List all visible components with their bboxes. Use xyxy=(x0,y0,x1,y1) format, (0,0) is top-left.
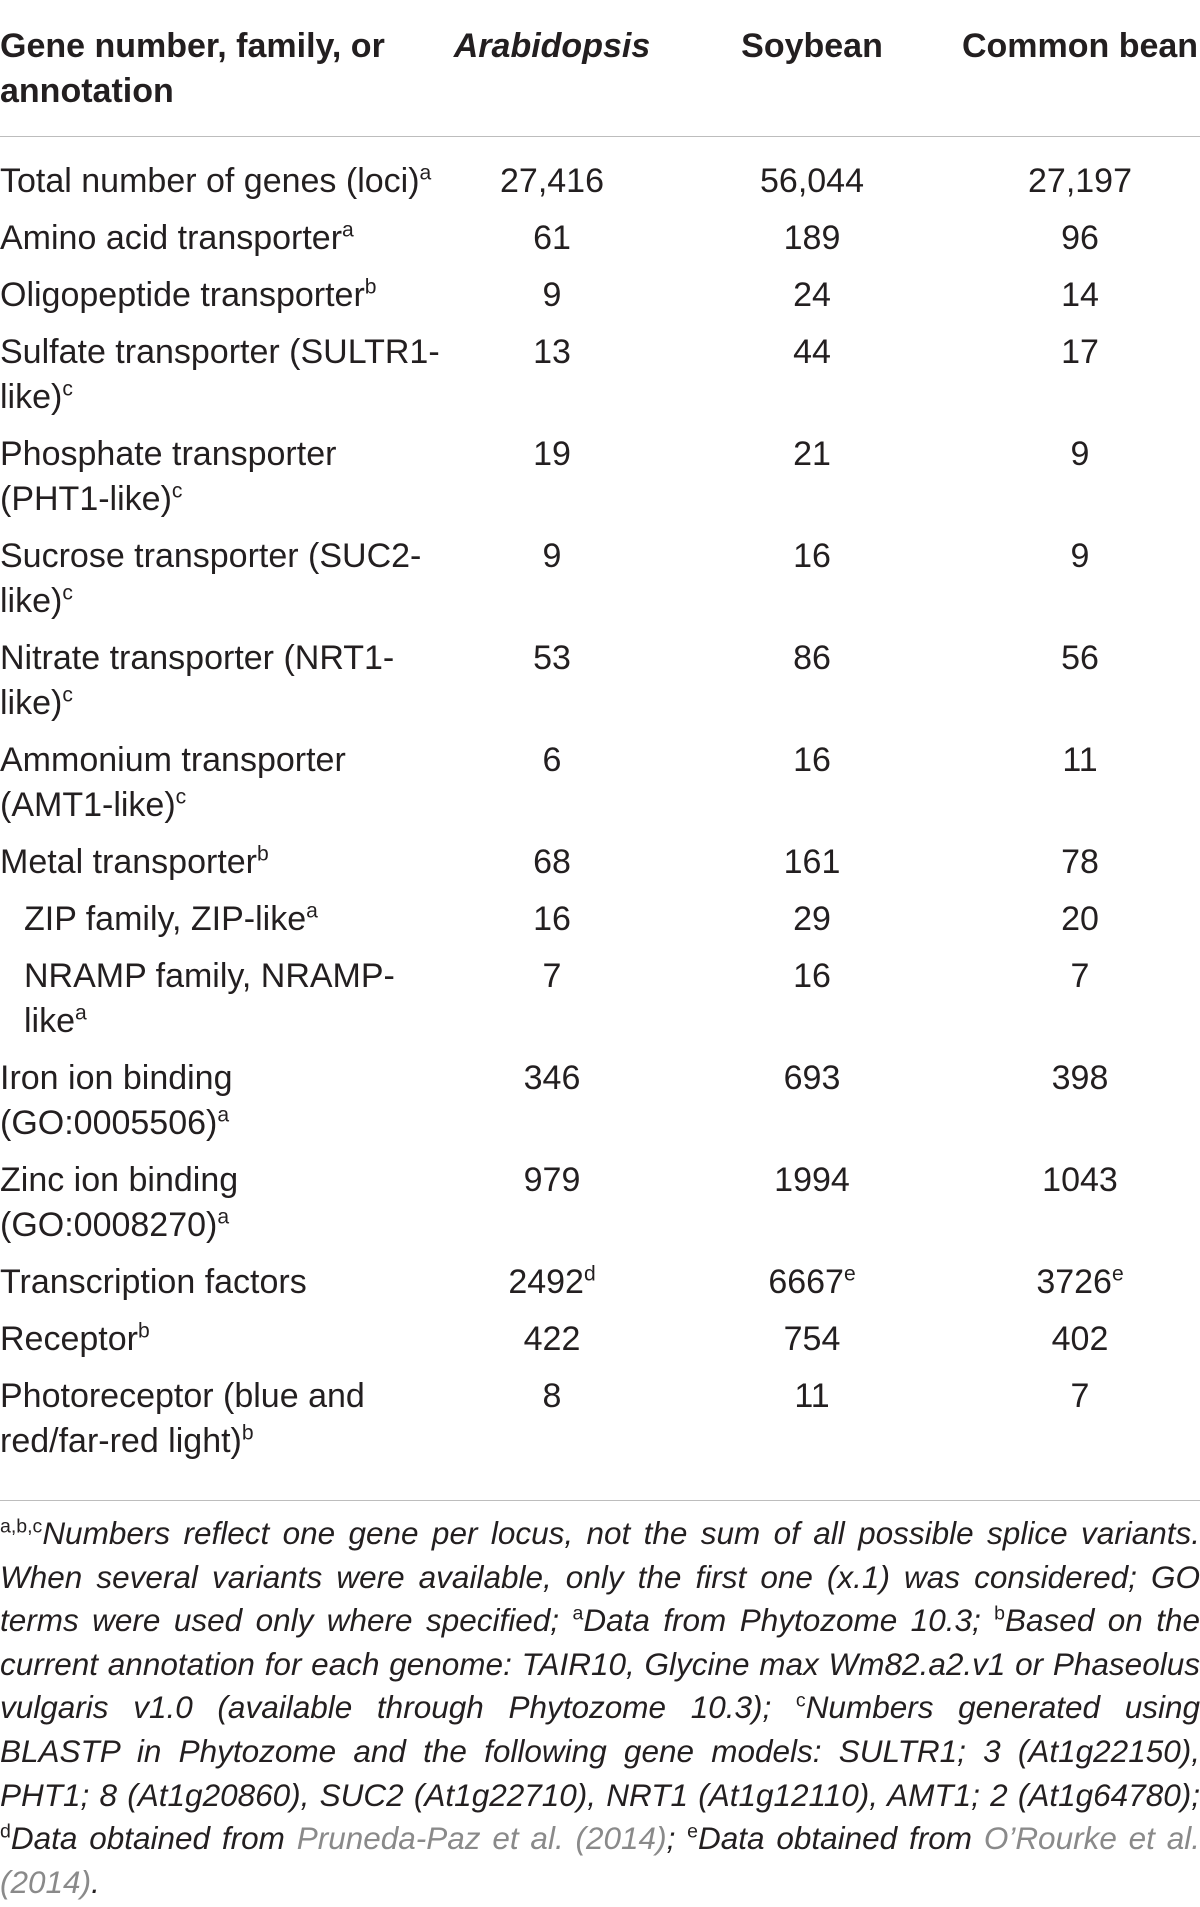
value-cell-arabidopsis xyxy=(440,1156,664,1258)
row-label-footnote-marker: a xyxy=(75,1001,87,1025)
footnote-e-end: . xyxy=(91,1863,100,1900)
row-label-cell xyxy=(0,895,440,952)
row-label-footnote-marker: c xyxy=(62,377,73,401)
row-label-cell xyxy=(0,271,440,328)
arabidopsis-value: 2492 xyxy=(508,1263,584,1301)
value-cell-common-bean xyxy=(960,838,1200,895)
soybean-value: 21 xyxy=(793,435,831,473)
common-bean-value: 27,197 xyxy=(1028,162,1132,200)
value-cell-soybean xyxy=(664,952,960,1054)
table-row xyxy=(0,952,1200,1054)
arabidopsis-value: 6 xyxy=(542,741,562,779)
arabidopsis-value: 8 xyxy=(542,1377,562,1415)
row-label: ZIP family, ZIP-like xyxy=(24,900,307,938)
value-cell-common-bean xyxy=(960,736,1200,838)
row-label-cell xyxy=(0,736,440,838)
row-label-footnote-marker: b xyxy=(257,842,269,866)
footnote-abc-text: Numbers reflect one gene per locus, not the sum of all possible splice variants. When several variants were available, only the first one (x.1) was considered; GO terms were used only where specified; xyxy=(0,1515,1200,1639)
footnote-d-marker: d xyxy=(0,1820,11,1843)
header-common-bean: Common bean xyxy=(960,0,1200,137)
value-cell-common-bean xyxy=(960,1315,1200,1372)
common-bean-value: 398 xyxy=(1051,1059,1109,1097)
table-row xyxy=(0,271,1200,328)
row-label-cell xyxy=(0,634,440,736)
common-bean-value: 14 xyxy=(1061,276,1099,314)
footnote-d-end: ; xyxy=(666,1820,688,1857)
value-cell-common-bean xyxy=(960,1372,1200,1490)
value-cell-arabidopsis xyxy=(440,214,664,271)
arabidopsis-value: 422 xyxy=(523,1320,581,1358)
row-label: Ammonium transporter (AMT1-like) xyxy=(0,741,346,824)
table-row xyxy=(0,1156,1200,1258)
row-label-footnote-marker: b xyxy=(241,1421,254,1445)
value-cell-arabidopsis xyxy=(440,634,664,736)
value-cell-common-bean xyxy=(960,214,1200,271)
value-cell-arabidopsis xyxy=(440,736,664,838)
value-cell-common-bean xyxy=(960,1156,1200,1258)
soybean-value: 29 xyxy=(793,900,831,938)
row-label: Photoreceptor (blue and red/far-red light) xyxy=(0,1377,365,1460)
value-cell-soybean xyxy=(664,328,960,430)
row-label-cell xyxy=(0,1315,440,1372)
soybean-value: 16 xyxy=(793,741,831,779)
arabidopsis-value: 346 xyxy=(523,1059,581,1097)
row-label-footnote-marker: c xyxy=(62,683,73,707)
common-bean-value: 56 xyxy=(1061,639,1099,677)
soybean-value: 16 xyxy=(793,537,831,575)
table-row xyxy=(0,634,1200,736)
value-cell-arabidopsis xyxy=(440,328,664,430)
soybean-value: 189 xyxy=(783,219,841,257)
row-label: Receptor xyxy=(0,1320,138,1358)
common-bean-value: 78 xyxy=(1061,843,1099,881)
soybean-value: 693 xyxy=(783,1059,841,1097)
value-cell-soybean xyxy=(664,214,960,271)
footnote-b-marker: b xyxy=(994,1602,1006,1625)
soybean-footnote-marker: e xyxy=(843,1262,856,1286)
soybean-value: 754 xyxy=(783,1320,841,1358)
common-bean-value: 11 xyxy=(1062,741,1098,779)
value-cell-common-bean xyxy=(960,634,1200,736)
common-bean-value: 1043 xyxy=(1042,1161,1118,1199)
value-cell-arabidopsis xyxy=(440,271,664,328)
common-bean-value: 3726 xyxy=(1036,1263,1112,1301)
value-cell-soybean xyxy=(664,634,960,736)
value-cell-soybean xyxy=(664,1258,960,1315)
value-cell-common-bean xyxy=(960,895,1200,952)
row-label: Metal transporter xyxy=(0,843,257,881)
value-cell-common-bean xyxy=(960,952,1200,1054)
arabidopsis-value: 9 xyxy=(542,276,562,314)
row-label-cell xyxy=(0,430,440,532)
common-bean-footnote-marker: e xyxy=(1111,1262,1124,1286)
footnote-c-text: Numbers generated using BLASTP in Phytozome and the following gene models: SULTR1; 3 (At1g22150), PHT1; 8 (At1g20860), SUC2 (At1g22710), NRT1 (At1g12110), AMT1; 2 (At1g64780); xyxy=(0,1689,1200,1813)
value-cell-soybean xyxy=(664,1315,960,1372)
arabidopsis-value: 16 xyxy=(533,900,571,938)
row-label: Zinc ion binding (GO:0008270) xyxy=(0,1161,239,1244)
table-row xyxy=(0,430,1200,532)
value-cell-common-bean xyxy=(960,1258,1200,1315)
row-label-cell xyxy=(0,328,440,430)
row-label-cell xyxy=(0,1372,440,1490)
row-label-footnote-marker: a xyxy=(217,1205,230,1229)
row-label-cell xyxy=(0,532,440,634)
arabidopsis-value: 27,416 xyxy=(500,162,604,200)
header-arabidopsis: Arabidopsis xyxy=(440,0,664,137)
value-cell-arabidopsis xyxy=(440,1372,664,1490)
row-label-cell xyxy=(0,1258,440,1315)
row-label-footnote-marker: b xyxy=(364,275,377,299)
orourke-reference-link[interactable]: O’Rourke et al. (2014) xyxy=(0,1820,1200,1900)
footnote-e-text: Data obtained from xyxy=(697,1820,984,1857)
table-row xyxy=(0,736,1200,838)
arabidopsis-value: 9 xyxy=(542,537,562,575)
table-row xyxy=(0,532,1200,634)
common-bean-value: 96 xyxy=(1061,219,1099,257)
value-cell-arabidopsis xyxy=(440,532,664,634)
soybean-value: 44 xyxy=(793,333,831,371)
value-cell-soybean xyxy=(664,1156,960,1258)
value-cell-soybean xyxy=(664,137,960,215)
header-soybean: Soybean xyxy=(664,0,960,137)
row-label: Oligopeptide transporter xyxy=(0,276,365,314)
row-label-cell xyxy=(0,1156,440,1258)
soybean-value: 86 xyxy=(793,639,831,677)
soybean-value: 161 xyxy=(783,843,841,881)
soybean-value: 16 xyxy=(793,957,831,995)
footnote-e-marker: e xyxy=(687,1820,698,1843)
value-cell-arabidopsis xyxy=(440,1315,664,1372)
table-row xyxy=(0,1258,1200,1315)
row-label: Phosphate transporter (PHT1-like) xyxy=(0,435,337,518)
row-label-footnote-marker: a xyxy=(306,899,318,923)
header-gene-annotation: Gene number, family, or annotation xyxy=(0,0,440,137)
table-body xyxy=(0,137,1200,1491)
row-label-footnote-marker: c xyxy=(62,581,73,605)
row-label: Amino acid transporter xyxy=(0,219,343,257)
row-label-footnote-marker: b xyxy=(137,1319,150,1343)
common-bean-value: 9 xyxy=(1070,537,1090,575)
value-cell-common-bean xyxy=(960,137,1200,215)
value-cell-common-bean xyxy=(960,271,1200,328)
pruneda-paz-reference-link[interactable]: Pruneda-Paz et al. (2014) xyxy=(296,1820,667,1857)
row-label-cell xyxy=(0,952,440,1054)
row-label-footnote-marker: c xyxy=(175,785,187,809)
table-row xyxy=(0,328,1200,430)
row-label-cell xyxy=(0,838,440,895)
soybean-value: 11 xyxy=(794,1377,830,1415)
value-cell-soybean xyxy=(664,430,960,532)
footnote-c-marker: c xyxy=(795,1689,806,1712)
common-bean-value: 7 xyxy=(1070,957,1090,995)
arabidopsis-value: 13 xyxy=(533,333,571,371)
footnote-a-marker: a xyxy=(572,1602,584,1625)
common-bean-value: 402 xyxy=(1051,1320,1109,1358)
arabidopsis-value: 53 xyxy=(533,639,571,677)
value-cell-soybean xyxy=(664,532,960,634)
value-cell-arabidopsis xyxy=(440,1054,664,1156)
row-label: Nitrate transporter (NRT1-like) xyxy=(0,639,395,722)
row-label-footnote-marker: a xyxy=(419,161,432,185)
table-row xyxy=(0,214,1200,271)
row-label-cell xyxy=(0,1054,440,1156)
row-label: Total number of genes (loci) xyxy=(0,162,420,200)
value-cell-common-bean xyxy=(960,1054,1200,1156)
row-label: Sulfate transporter (SULTR1-like) xyxy=(0,333,440,416)
value-cell-soybean xyxy=(664,1372,960,1490)
row-label-cell xyxy=(0,214,440,271)
common-bean-value: 7 xyxy=(1070,1377,1090,1415)
row-label-footnote-marker: a xyxy=(217,1103,230,1127)
table-row xyxy=(0,838,1200,895)
arabidopsis-value: 19 xyxy=(533,435,571,473)
value-cell-arabidopsis xyxy=(440,952,664,1054)
arabidopsis-value: 979 xyxy=(523,1161,581,1199)
common-bean-value: 20 xyxy=(1061,900,1099,938)
value-cell-soybean xyxy=(664,895,960,952)
row-label: Sucrose transporter (SUC2-like) xyxy=(0,537,422,620)
footnote-divider xyxy=(0,1500,1200,1501)
soybean-value: 1994 xyxy=(774,1161,850,1199)
table-row xyxy=(0,895,1200,952)
value-cell-soybean xyxy=(664,736,960,838)
value-cell-arabidopsis xyxy=(440,838,664,895)
row-label: Iron ion binding (GO:0005506) xyxy=(0,1059,233,1142)
value-cell-soybean xyxy=(664,271,960,328)
row-label-footnote-marker: a xyxy=(342,218,354,242)
soybean-value: 24 xyxy=(793,276,831,314)
row-label: NRAMP family, NRAMP-like xyxy=(24,957,395,1040)
row-label: Transcription factors xyxy=(0,1263,307,1301)
arabidopsis-footnote-marker: d xyxy=(583,1262,596,1286)
arabidopsis-value: 68 xyxy=(533,843,571,881)
soybean-value: 56,044 xyxy=(760,162,864,200)
row-label-footnote-marker: c xyxy=(171,479,183,503)
value-cell-common-bean xyxy=(960,430,1200,532)
footnote-d-text: Data obtained from xyxy=(10,1820,297,1857)
value-cell-soybean xyxy=(664,838,960,895)
table-row xyxy=(0,137,1200,215)
value-cell-soybean xyxy=(664,1054,960,1156)
row-label-cell xyxy=(0,137,440,215)
common-bean-value: 9 xyxy=(1070,435,1090,473)
common-bean-value: 17 xyxy=(1061,333,1099,371)
footnote-a-text: Data from Phytozome 10.3; xyxy=(583,1602,995,1639)
footnote-b-text: Based on the current annotation for each genome: TAIR10, Glycine max Wm82.a2.v1 or Phaseolus vulgaris v1.0 (available through Phytozome 10.3); xyxy=(0,1602,1200,1726)
table-row xyxy=(0,1372,1200,1490)
value-cell-arabidopsis xyxy=(440,430,664,532)
arabidopsis-value: 61 xyxy=(533,219,571,257)
value-cell-arabidopsis xyxy=(440,895,664,952)
table-row xyxy=(0,1315,1200,1372)
arabidopsis-value: 7 xyxy=(542,957,562,995)
footnote-abc-marker: a,b,c xyxy=(0,1515,43,1538)
table-row xyxy=(0,1054,1200,1156)
value-cell-common-bean xyxy=(960,328,1200,430)
table-footnotes xyxy=(0,1512,1200,1904)
value-cell-arabidopsis xyxy=(440,1258,664,1315)
value-cell-common-bean xyxy=(960,532,1200,634)
value-cell-arabidopsis xyxy=(440,137,664,215)
soybean-value: 6667 xyxy=(768,1263,844,1301)
table-header-row xyxy=(0,0,1200,137)
